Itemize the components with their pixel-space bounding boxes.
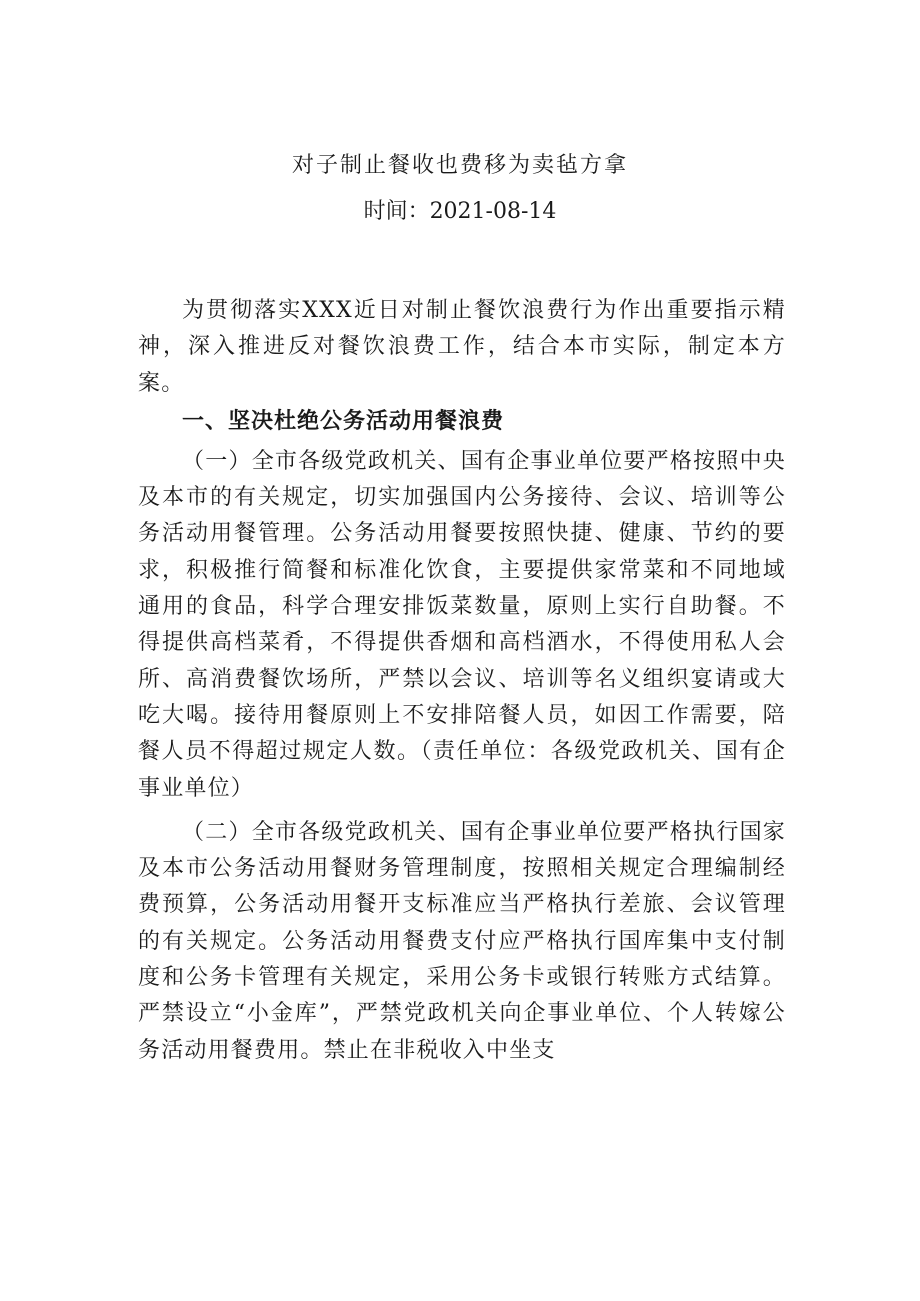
intro-paragraph: 为贯彻落实XXX近日对制止餐饮浪费行为作出重要指示精神，深入推进反对餐饮浪费工作，结合本市实际，制定本方案。 bbox=[138, 298, 786, 396]
section-paragraph-2: （二）全市各级党政机关、国有企事业单位要严格执行国家及本市公务活动用餐财务管理制度，按照相关规定合理编制经费预算，公务活动用餐开支标准应当严格执行差旅、会议管理的有关规定。公务活动用餐费支付应严格执行国库集中支付制度和公务卡管理有关规定，采用公务卡或银行转账方式结算。严禁设立“小金库”，严禁党政机关向企事业单位、个人转嫁公务活动用餐费用。禁止在非税收入中坐支 bbox=[138, 819, 786, 1063]
document-body bbox=[138, 293, 786, 1069]
document-date: 时间：2021-08-14 bbox=[363, 199, 557, 224]
document-title: 对子制止餐收也费移为卖毡方拿 bbox=[291, 153, 628, 178]
section-heading: 一、坚决杜绝公务活动用餐浪费 bbox=[182, 408, 505, 434]
section-paragraph-1: （一）全市各级党政机关、国有企事业单位要严格按照中央及本市的有关规定，切实加强国内公务接待、会议、培训等公务活动用餐管理。公务活动用餐要按照快捷、健康、节约的要求，积极推行简餐和标准化饮食，主要提供家常菜和不同地域通用的食品，科学合理安排饭菜数量，原则上实行自助餐。不得提供高档菜肴，不得提供香烟和高档酒水，不得使用私人会所、高消费餐饮场所，严禁以会议、培训等名义组织宴请或大吃大喝。接待用餐原则上不安排陪餐人员，如因工作需要，陪餐人员不得超过规定人数。（责任单位：各级党政机关、国有企事业单位） bbox=[138, 448, 786, 801]
